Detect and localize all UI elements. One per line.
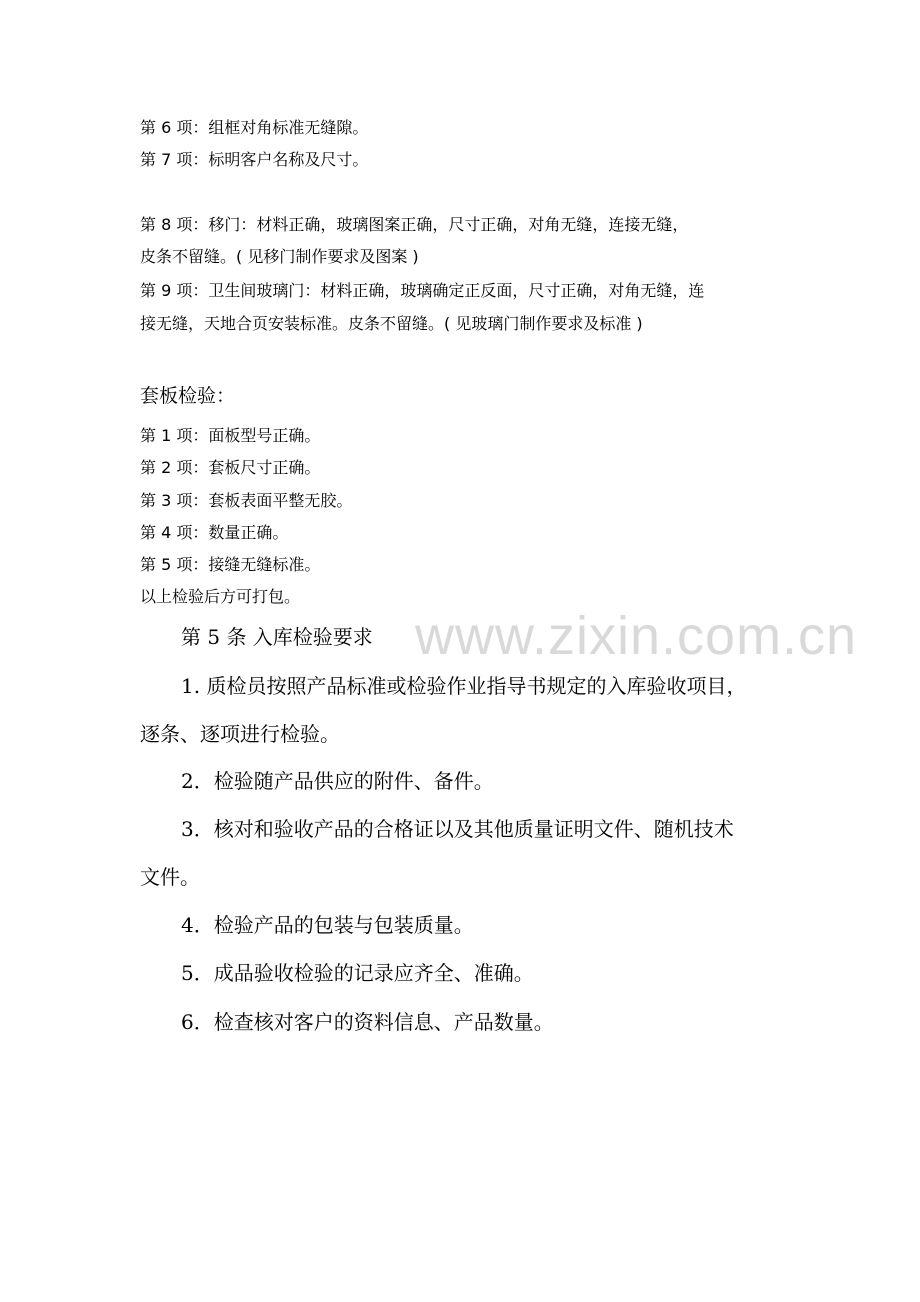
list-item: 第 2 项：套板尺寸正确。 — [140, 458, 321, 477]
list-item: 第 4 项：数量正确。 — [140, 523, 289, 542]
list-item: 第 9 项：卫生间玻璃门：材料正确，玻璃确定正反面，尺寸正确，对角无缝，连 — [140, 281, 705, 300]
list-item: 皮条不留缝。( 见移门制作要求及图案 ) — [140, 247, 419, 266]
article-item: 5．成品验收检验的记录应齐全、准确。 — [181, 961, 534, 985]
article-item: 6．检查核对客户的资料信息、产品数量。 — [181, 1010, 554, 1034]
list-item: 第 7 项：标明客户名称及尺寸。 — [140, 150, 369, 169]
article-item: 3．核对和验收产品的合格证以及其他质量证明文件、随机技术 — [181, 817, 734, 841]
list-item: 第 5 项：接缝无缝标准。 — [140, 555, 321, 574]
list-item: 以上检验后方可打包。 — [140, 587, 301, 606]
list-item: 第 8 项：移门：材料正确，玻璃图案正确，尺寸正确，对角无缝，连接无缝， — [140, 215, 689, 234]
section-title: 套板检验： — [140, 385, 236, 407]
list-item: 第 3 项：套板表面平整无胶。 — [140, 491, 353, 510]
article-item: 1. 质检员按照产品标准或检验作业指导书规定的入库验收项目， — [181, 674, 747, 698]
article-item: 文件。 — [140, 865, 200, 889]
watermark: www.zixin.com.cn — [415, 606, 858, 666]
article-title: 第 5 条 入库检验要求 — [181, 625, 373, 649]
list-item: 第 6 项：组框对角标准无缝隙。 — [140, 118, 369, 137]
list-item: 接无缝，天地合页安装标准。皮条不留缝。( 见玻璃门制作要求及标准 ) — [140, 314, 643, 333]
article-item: 4．检验产品的包装与包装质量。 — [181, 913, 474, 937]
article-item: 逐条、逐项进行检验。 — [140, 722, 340, 746]
list-item: 第 1 项：面板型号正确。 — [140, 426, 321, 445]
article-item: 2．检验随产品供应的附件、备件。 — [181, 769, 494, 793]
